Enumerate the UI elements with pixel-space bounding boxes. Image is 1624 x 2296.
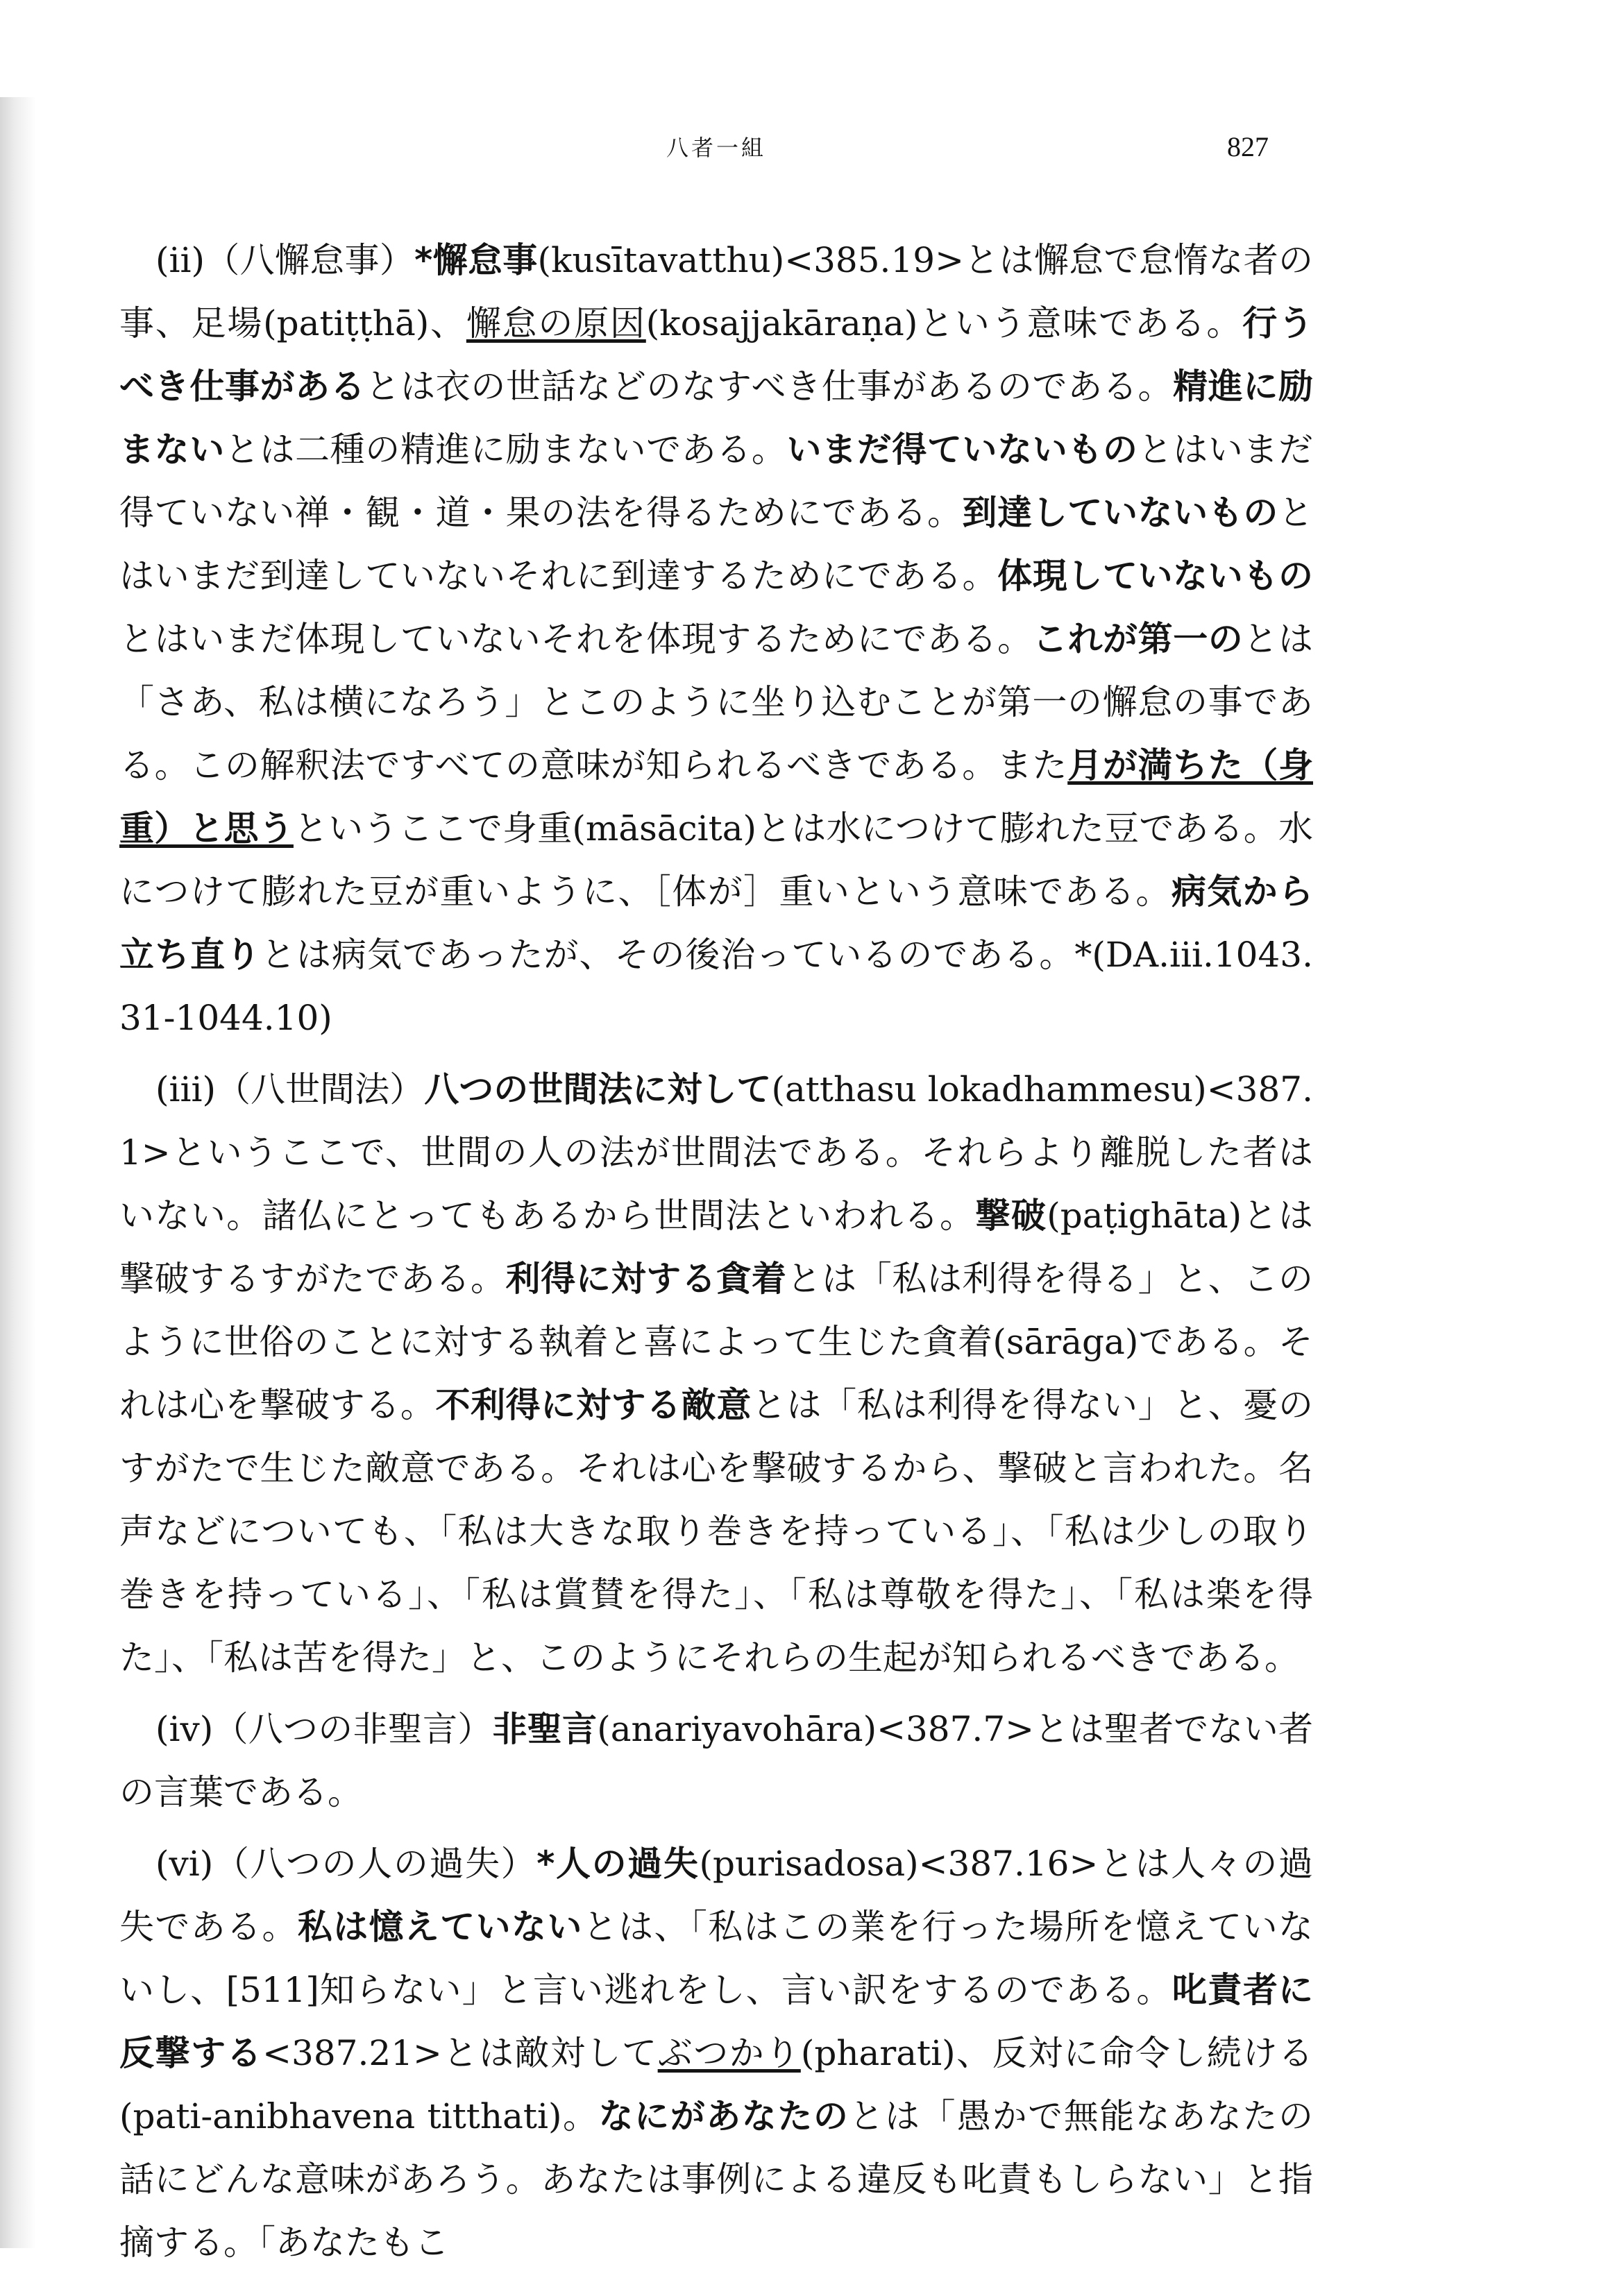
- bold-term: *人の過失: [536, 1844, 700, 1884]
- text-run: とは、「私はこの業を行った場所を憶えていないし、[511]知らない」と言い逃れをし、言い訳をするのである。: [119, 1907, 1314, 2010]
- text-run: (kosajjakāraṇa)という意味である。: [645, 303, 1243, 343]
- text-run: とは衣の世話などのなすべき仕事があるのである。: [365, 366, 1174, 407]
- bold-term: 非聖言: [492, 1709, 598, 1749]
- text-run: (pharati)、反対に命令し続ける(pati-anibhavena titthati)。: [119, 2033, 1314, 2136]
- text-run: とは「私は利得を得る」と、このように世俗のことに対する執着と喜によって生じた貪着(sārāga)である。それは心を撃破する。: [119, 1259, 1314, 1425]
- text-run: とは病気であったが、その後治っているのである。*(DA.iii.1043.31-1044.10): [119, 935, 1313, 1038]
- page-number: 827: [1227, 131, 1269, 162]
- running-head: 八者一組: [666, 135, 767, 161]
- paragraph: [119, 1058, 1313, 1690]
- bold-term: 利得に対する貪着: [505, 1259, 787, 1299]
- text-run: とはいまだ到達していないそれに到達するためにである。: [119, 493, 1314, 596]
- bold-term: 叱責者に反撃する: [119, 1970, 1314, 2073]
- text-run: (ii)（八懈怠事）: [155, 240, 415, 280]
- scan-shadow-edge: [0, 97, 36, 2248]
- body-text: [119, 229, 1313, 2283]
- bold-term: 行うべき仕事がある: [119, 303, 1314, 407]
- text-run: とはいまだ得ていない禅・観・道・果の法を得るためにである。: [119, 430, 1314, 533]
- text-run: (iii)（八世間法）: [155, 1069, 425, 1109]
- bold-term: 到達していないもの: [962, 493, 1279, 533]
- text-run: <387.21>とは敵対して: [262, 2033, 658, 2073]
- text-run: (purisadosa)<387.16>とは人々の過失である。: [119, 1844, 1313, 1947]
- text-run: とは「私は利得を得ない」と、憂のすがたで生じた敵意である。それは心を撃破するから、撃破と言われた。名声などについても、「私は大きな取り巻きを持っている」、「私は少しの取り巻きを持っている」、「私は賞賛を得た」、「私は尊敬を得た」、「私は楽を得た」、「私は苦を得た」と、このようにそれらの生起が知られるべきである。: [119, 1385, 1314, 1678]
- text-run: (anariyavohāra)<387.7>とは聖者でない者の言葉である。: [119, 1709, 1313, 1812]
- underlined-term: ぶつかり: [657, 2033, 801, 2073]
- bold-term: 八つの世間法に対して: [424, 1069, 772, 1109]
- bold-term: 体現していないもの: [997, 556, 1314, 596]
- underlined-term: 懈怠の原因: [466, 303, 646, 343]
- text-run: (atthasu lokadhammesu)<387.1>というここで、世間の人の法が世間法である。それらより離脱した者はいない。諸仏にとってもあるから世間法といわれる。: [119, 1069, 1313, 1236]
- bold-term: 精進に励まない: [119, 366, 1314, 470]
- bold-term: 私は憶えていない: [297, 1907, 583, 1947]
- bold-term: *懈怠事: [414, 240, 538, 280]
- text-run: とは二種の精進に励まないである。: [224, 430, 787, 470]
- text-run: とは「愚かで無能なあなたの話にどんな意味があろう。あなたは事例による違反も叱責もしらない」と指摘する。「あなたもこ: [119, 2096, 1314, 2263]
- paragraph: [119, 1698, 1313, 1824]
- text-run: (paṭighāta)とは撃破するすがたである。: [119, 1196, 1314, 1299]
- text-run: (kusītavatthu)<385.19>とは懈怠で怠惰な者の事、足場(patiṭṭhā)、: [119, 240, 1314, 343]
- text-run: とは「さあ、私は横になろう」とこのように坐り込むことが第一の懈怠の事である。この解釈法ですべての意味が知られるべきである。また: [119, 619, 1314, 785]
- text-run: とはいまだ体現していないそれを体現するためにである。: [119, 619, 1033, 659]
- bold-term: 病気から立ち直り: [119, 871, 1314, 975]
- paragraph: [119, 1832, 1313, 2274]
- text-run: というここで身重(māsācita)とは水につけて膨れた豆である。水につけて膨れた豆が重いように、［体が］重いという意味である。: [119, 808, 1313, 912]
- bold-term: なにがあなたの: [598, 2096, 849, 2136]
- bold-term: 撃破: [975, 1196, 1047, 1236]
- bold-term: 月が満ちた（身重）と思う: [119, 745, 1314, 849]
- bold-term: 不利得に対する敵意: [435, 1385, 752, 1425]
- bold-term: これが第一の: [1032, 619, 1244, 659]
- bold-term: いまだ得ていないもの: [786, 430, 1138, 470]
- text-run: (iv)（八つの非聖言）: [155, 1709, 493, 1749]
- text-run: (vi)（八つの人の過失）: [155, 1844, 537, 1884]
- paragraph: [119, 229, 1313, 1050]
